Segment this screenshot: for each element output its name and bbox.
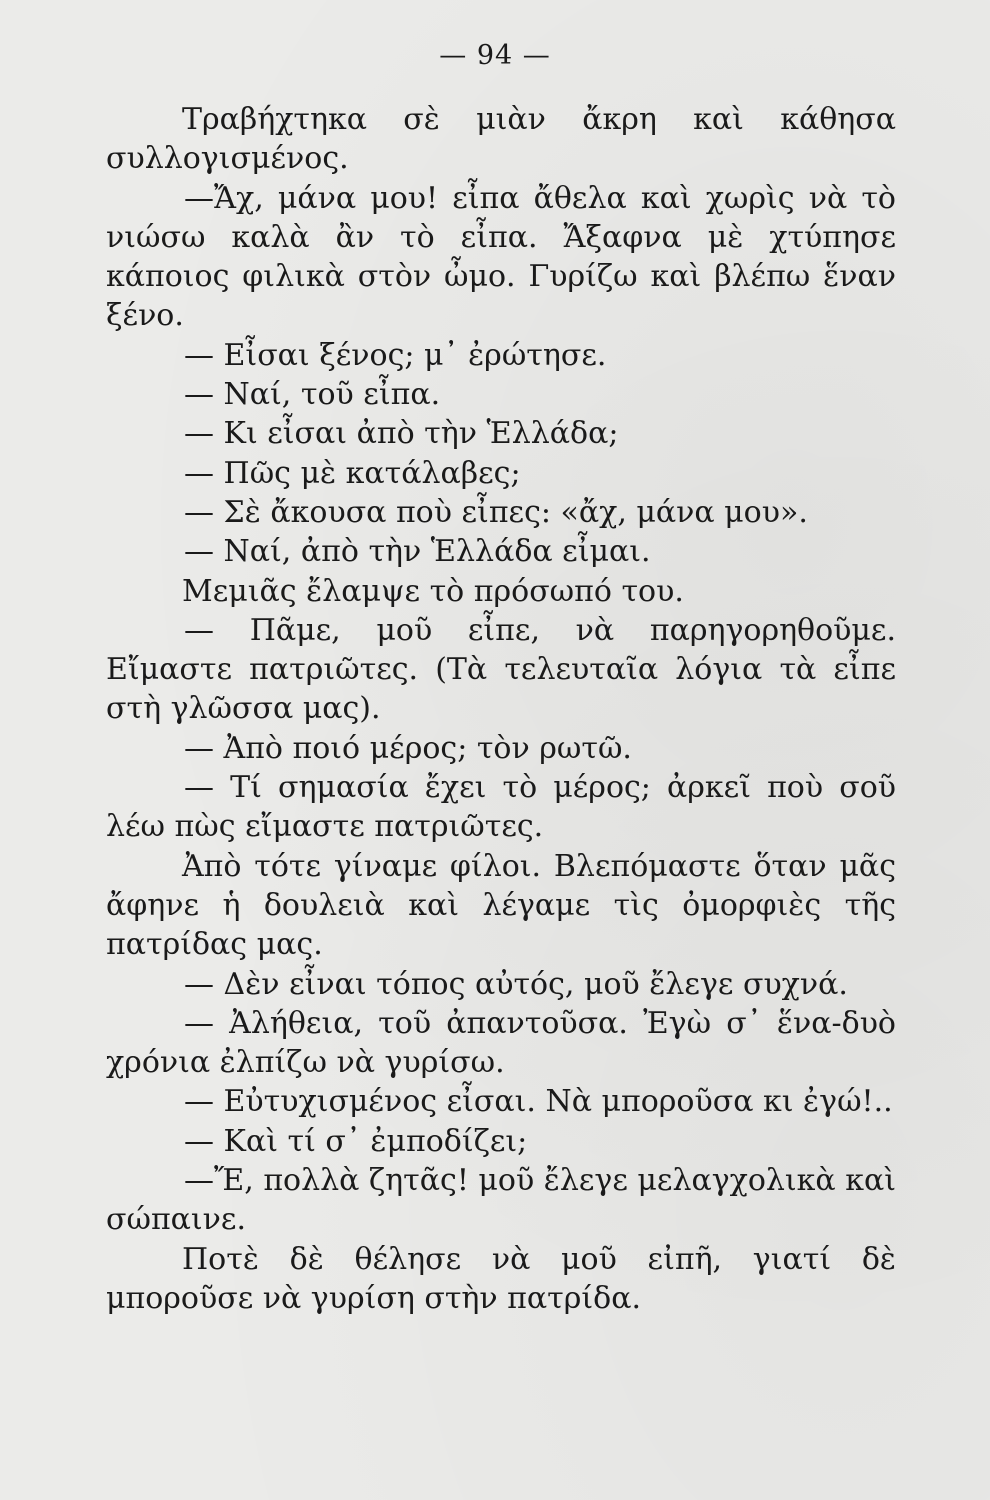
dialogue-line: — Σὲ ἄκουσα ποὺ εἶπες: «ἄχ, μάνα μου».: [184, 494, 808, 530]
dialogue-line: — Ναί, τοῦ εἶπα.: [184, 377, 441, 413]
dialogue-line: — Πῶς μὲ κατάλαβες;: [184, 455, 521, 491]
dialogue-line: — Δὲν εἶναι τόπος αὐτός, μοῦ ἔλεγε συχνά.: [184, 966, 848, 1002]
page-number: — 94 —: [439, 40, 551, 71]
dialogue-line: — Ναί, ἀπὸ τὴν Ἑλλάδα εἶμαι.: [184, 534, 651, 570]
dialogue-line: — Τί σημασία ἔχει τὸ μέρος; ἀρκεῖ ποὺ σοῦ λέω πὼς εἴμαστε πατριῶτες.: [106, 770, 896, 845]
dialogue-line: —Ἔ, πολλὰ ζητᾶς! μοῦ ἔλεγε μελαγχολικὰ καὶ σώπαινε.: [106, 1163, 896, 1238]
dialogue-line: —Ἄχ, μάνα μου! εἶπα ἄθελα καὶ χωρὶς νὰ τὸ νιώσω καλὰ ἂν τὸ εἶπα. Ἄξαφνα μὲ χτύπησε κάποιος φιλικὰ στὸν ὦμο. Γυρίζω καὶ βλέπω ἕναν ξένο.: [106, 180, 896, 334]
dialogue-line: — Εἶσαι ξένος; μ᾽ ἐρώτησε.: [184, 337, 607, 373]
paragraph: Ποτὲ δὲ θέλησε νὰ μοῦ εἰπῆ, γιατί δὲ μποροῦσε νὰ γυρίση στὴν πατρίδα.: [106, 1241, 896, 1316]
dialogue-line: — Καὶ τί σ᾽ ἐμποδίζει;: [184, 1123, 528, 1159]
paragraph: Ἀπὸ τότε γίναμε φίλοι. Βλεπόμαστε ὅταν μᾶς ἄφηνε ἡ δουλειὰ καὶ λέγαμε τὶς ὀμορφιὲς τῆς πατρίδας μας.: [106, 848, 896, 963]
dialogue-line: — Εὐτυχισμένος εἶσαι. Νὰ μποροῦσα κι ἐγώ!..: [184, 1084, 893, 1120]
body-text: [106, 100, 896, 1318]
paragraph: Μεμιᾶς ἔλαμψε τὸ πρόσωπό του.: [182, 573, 684, 609]
dialogue-line: — Πᾶμε, μοῦ εἶπε, νὰ παρηγορηθοῦμε. Εἴμαστε πατριῶτες. (Τὰ τελευταῖα λόγια τὰ εἶπε στὴ γλῶσσα μας).: [106, 612, 896, 727]
dialogue-line: — Ἀπὸ ποιό μέρος; τὸν ρωτῶ.: [184, 730, 632, 766]
dialogue-line: — Κι εἶσαι ἀπὸ τὴν Ἑλλάδα;: [184, 416, 619, 452]
dialogue-line: — Ἀλήθεια, τοῦ ἀπαντοῦσα. Ἐγὼ σ᾽ ἕνα-δυὸ χρόνια ἐλπίζω νὰ γυρίσω.: [106, 1005, 896, 1081]
paragraph: Τραβήχτηκα σὲ μιὰν ἄκρη καὶ κάθησα συλλογισμένος.: [106, 102, 896, 177]
